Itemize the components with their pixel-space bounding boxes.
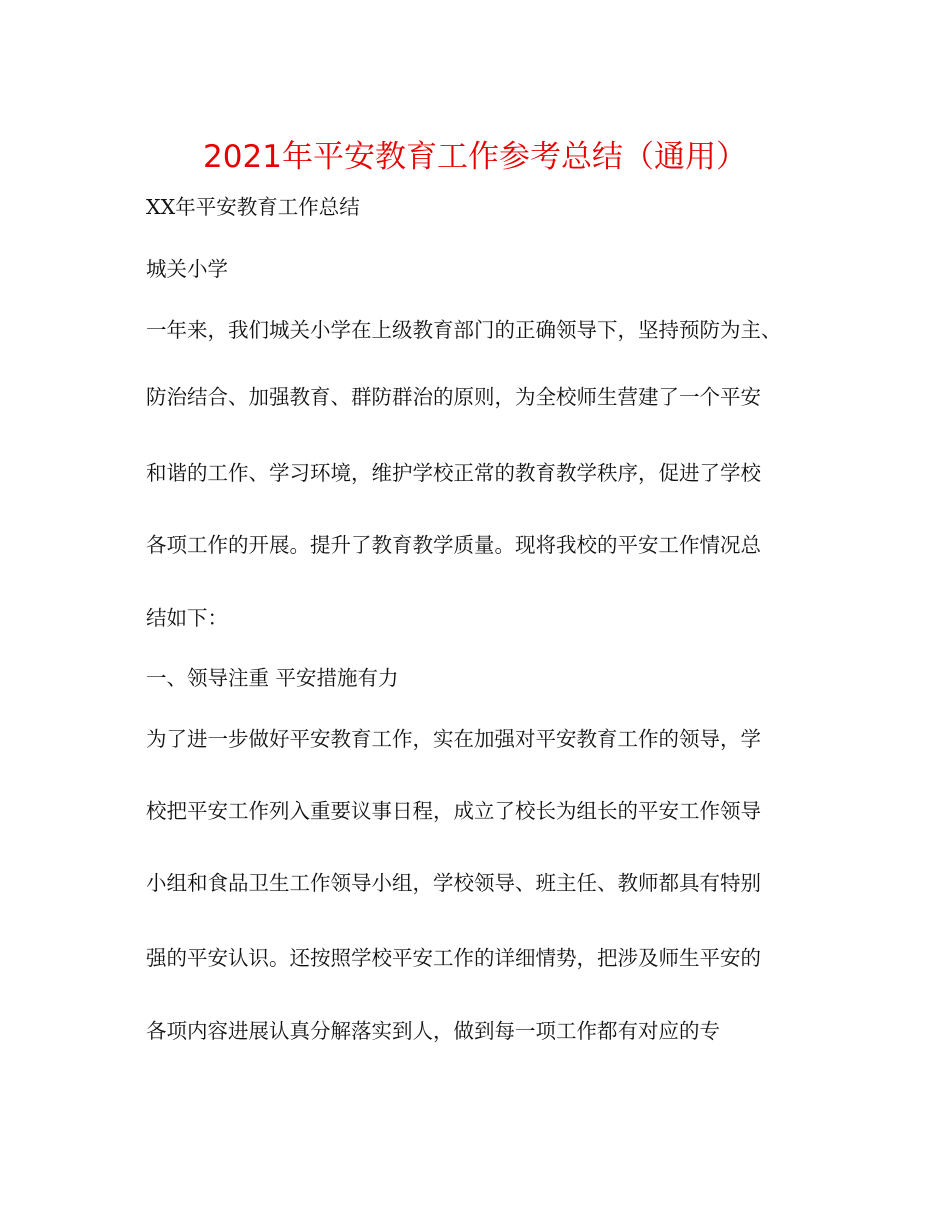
paragraph-line: 和谐的工作、学习环境，维护学校正常的教育教学秩序，促进了学校	[146, 461, 761, 485]
section-heading-line: 一、领导注重 平安措施有力	[146, 666, 399, 690]
paragraph-line: 小组和食品卫生工作领导小组，学校领导、班主任、教师都具有特别	[146, 871, 761, 895]
paragraph-line: 校把平安工作列入重要议事日程，成立了校长为组长的平安工作领导	[146, 799, 761, 823]
document-title: 2021年平安教育工作参考总结（通用）	[203, 139, 747, 175]
paragraph-line: 结如下：	[146, 606, 228, 630]
paragraph-line: 各项内容进展认真分解落实到人，做到每一项工作都有对应的专	[146, 1019, 720, 1043]
paragraph-line: 防治结合、加强教育、群防群治的原则，为全校师生营建了一个平安	[146, 385, 761, 409]
paragraph-line: 强的平安认识。还按照学校平安工作的详细情势，把涉及师生平安的	[146, 946, 761, 970]
subtitle-line: XX年平安教育工作总结	[146, 195, 360, 219]
paragraph-line: 为了进一步做好平安教育工作，实在加强对平安教育工作的领导，学	[146, 727, 761, 751]
paragraph-line: 各项工作的开展。提升了教育教学质量。现将我校的平安工作情况总	[146, 533, 761, 557]
school-name-line: 城关小学	[146, 257, 228, 281]
paragraph-line: 一年来，我们城关小学在上级教育部门的正确领导下，坚持预防为主、	[146, 318, 782, 342]
